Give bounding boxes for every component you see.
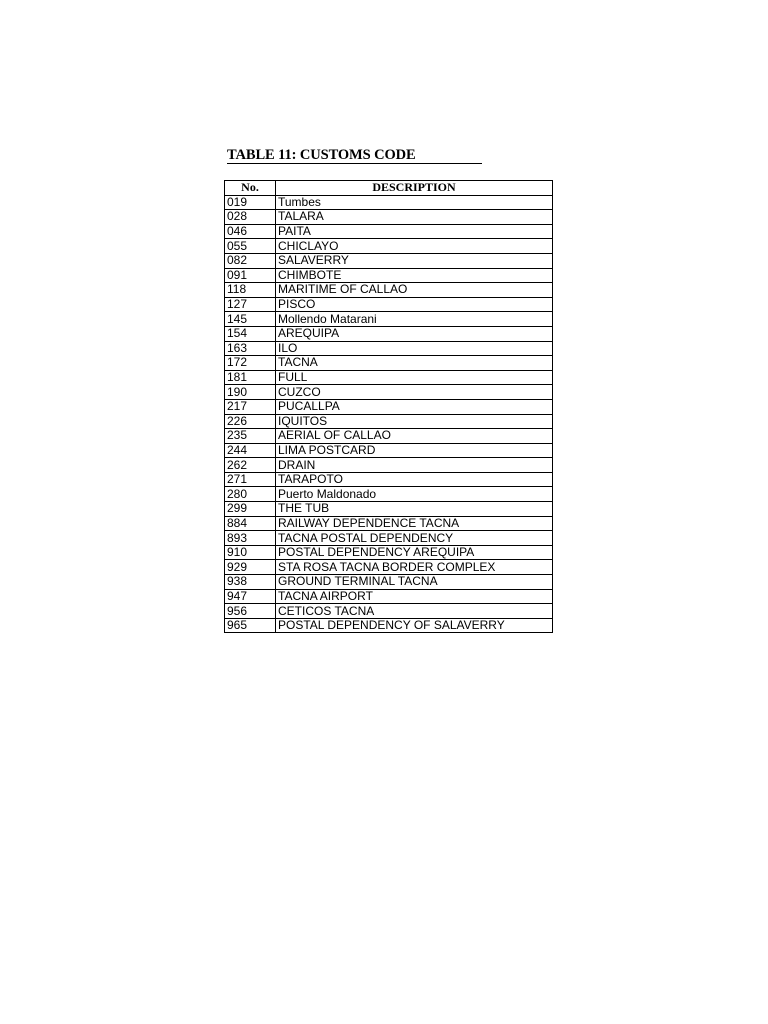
description-cell: CHICLAYO — [276, 239, 553, 254]
table-row — [225, 224, 553, 239]
description-cell: Mollendo Matarani — [276, 312, 553, 327]
customs-code-cell: 893 — [225, 531, 276, 546]
customs-code-cell: 262 — [225, 458, 276, 473]
customs-code-cell: 244 — [225, 443, 276, 458]
table-row — [225, 575, 553, 590]
table-row — [225, 516, 553, 531]
table-row — [225, 312, 553, 327]
customs-code-cell: 956 — [225, 604, 276, 619]
table-row — [225, 589, 553, 604]
customs-code-cell: 217 — [225, 399, 276, 414]
customs-code-cell: 091 — [225, 268, 276, 283]
table-row — [225, 487, 553, 502]
customs-code-cell: 046 — [225, 224, 276, 239]
table-row — [225, 297, 553, 312]
description-cell: MARITIME OF CALLAO — [276, 283, 553, 298]
customs-code-cell: 082 — [225, 253, 276, 268]
customs-code-cell: 947 — [225, 589, 276, 604]
table-body — [225, 195, 553, 633]
customs-code-table — [224, 180, 553, 633]
description-cell: DRAIN — [276, 458, 553, 473]
table-row — [225, 458, 553, 473]
customs-code-cell: 163 — [225, 341, 276, 356]
table-row — [225, 604, 553, 619]
description-cell: STA ROSA TACNA BORDER COMPLEX — [276, 560, 553, 575]
customs-code-cell: 172 — [225, 356, 276, 371]
description-cell: IQUITOS — [276, 414, 553, 429]
description-cell: TACNA POSTAL DEPENDENCY — [276, 531, 553, 546]
table-row — [225, 618, 553, 633]
table-row — [225, 443, 553, 458]
description-cell: POSTAL DEPENDENCY AREQUIPA — [276, 545, 553, 560]
description-cell: Tumbes — [276, 195, 553, 210]
description-cell: Puerto Maldonado — [276, 487, 553, 502]
description-cell: SALAVERRY — [276, 253, 553, 268]
customs-code-cell: 190 — [225, 385, 276, 400]
customs-code-cell: 019 — [225, 195, 276, 210]
table-row — [225, 545, 553, 560]
description-cell: FULL — [276, 370, 553, 385]
description-cell: TACNA — [276, 356, 553, 371]
table-row — [225, 195, 553, 210]
description-cell: TACNA AIRPORT — [276, 589, 553, 604]
description-cell: AERIAL OF CALLAO — [276, 429, 553, 444]
table-row — [225, 356, 553, 371]
customs-code-cell: 910 — [225, 545, 276, 560]
table-row — [225, 385, 553, 400]
table-row — [225, 370, 553, 385]
description-cell: LIMA POSTCARD — [276, 443, 553, 458]
table-row — [225, 326, 553, 341]
description-cell: TALARA — [276, 210, 553, 225]
table-row — [225, 429, 553, 444]
description-cell: AREQUIPA — [276, 326, 553, 341]
customs-code-cell: 118 — [225, 283, 276, 298]
table-row — [225, 531, 553, 546]
table-row — [225, 239, 553, 254]
customs-code-cell: 028 — [225, 210, 276, 225]
description-cell: PUCALLPA — [276, 399, 553, 414]
table-title: TABLE 11: CUSTOMS CODE — [227, 146, 482, 164]
description-cell: POSTAL DEPENDENCY OF SALAVERRY — [276, 618, 553, 633]
description-cell: TARAPOTO — [276, 472, 553, 487]
customs-code-cell: 938 — [225, 575, 276, 590]
customs-code-cell: 271 — [225, 472, 276, 487]
customs-code-cell: 965 — [225, 618, 276, 633]
description-cell: CUZCO — [276, 385, 553, 400]
customs-code-cell: 280 — [225, 487, 276, 502]
table-row — [225, 502, 553, 517]
customs-code-cell: 055 — [225, 239, 276, 254]
table-row — [225, 283, 553, 298]
customs-code-cell: 299 — [225, 502, 276, 517]
customs-code-cell: 181 — [225, 370, 276, 385]
customs-code-cell: 154 — [225, 326, 276, 341]
customs-code-cell: 929 — [225, 560, 276, 575]
table-row — [225, 472, 553, 487]
table-row — [225, 210, 553, 225]
description-cell: GROUND TERMINAL TACNA — [276, 575, 553, 590]
table-row — [225, 253, 553, 268]
table-row — [225, 341, 553, 356]
table-row — [225, 560, 553, 575]
description-cell: PISCO — [276, 297, 553, 312]
customs-code-cell: 145 — [225, 312, 276, 327]
description-cell: THE TUB — [276, 502, 553, 517]
description-cell: PAITA — [276, 224, 553, 239]
table-header-row — [225, 181, 553, 196]
customs-code-cell: 127 — [225, 297, 276, 312]
description-cell: RAILWAY DEPENDENCE TACNA — [276, 516, 553, 531]
description-cell: ILO — [276, 341, 553, 356]
table-row — [225, 399, 553, 414]
description-cell: CHIMBOTE — [276, 268, 553, 283]
column-header-no: No. — [225, 181, 276, 196]
table-row — [225, 268, 553, 283]
customs-code-cell: 884 — [225, 516, 276, 531]
customs-code-cell: 226 — [225, 414, 276, 429]
customs-code-cell: 235 — [225, 429, 276, 444]
description-cell: CETICOS TACNA — [276, 604, 553, 619]
column-header-description: DESCRIPTION — [276, 181, 553, 196]
table-row — [225, 414, 553, 429]
